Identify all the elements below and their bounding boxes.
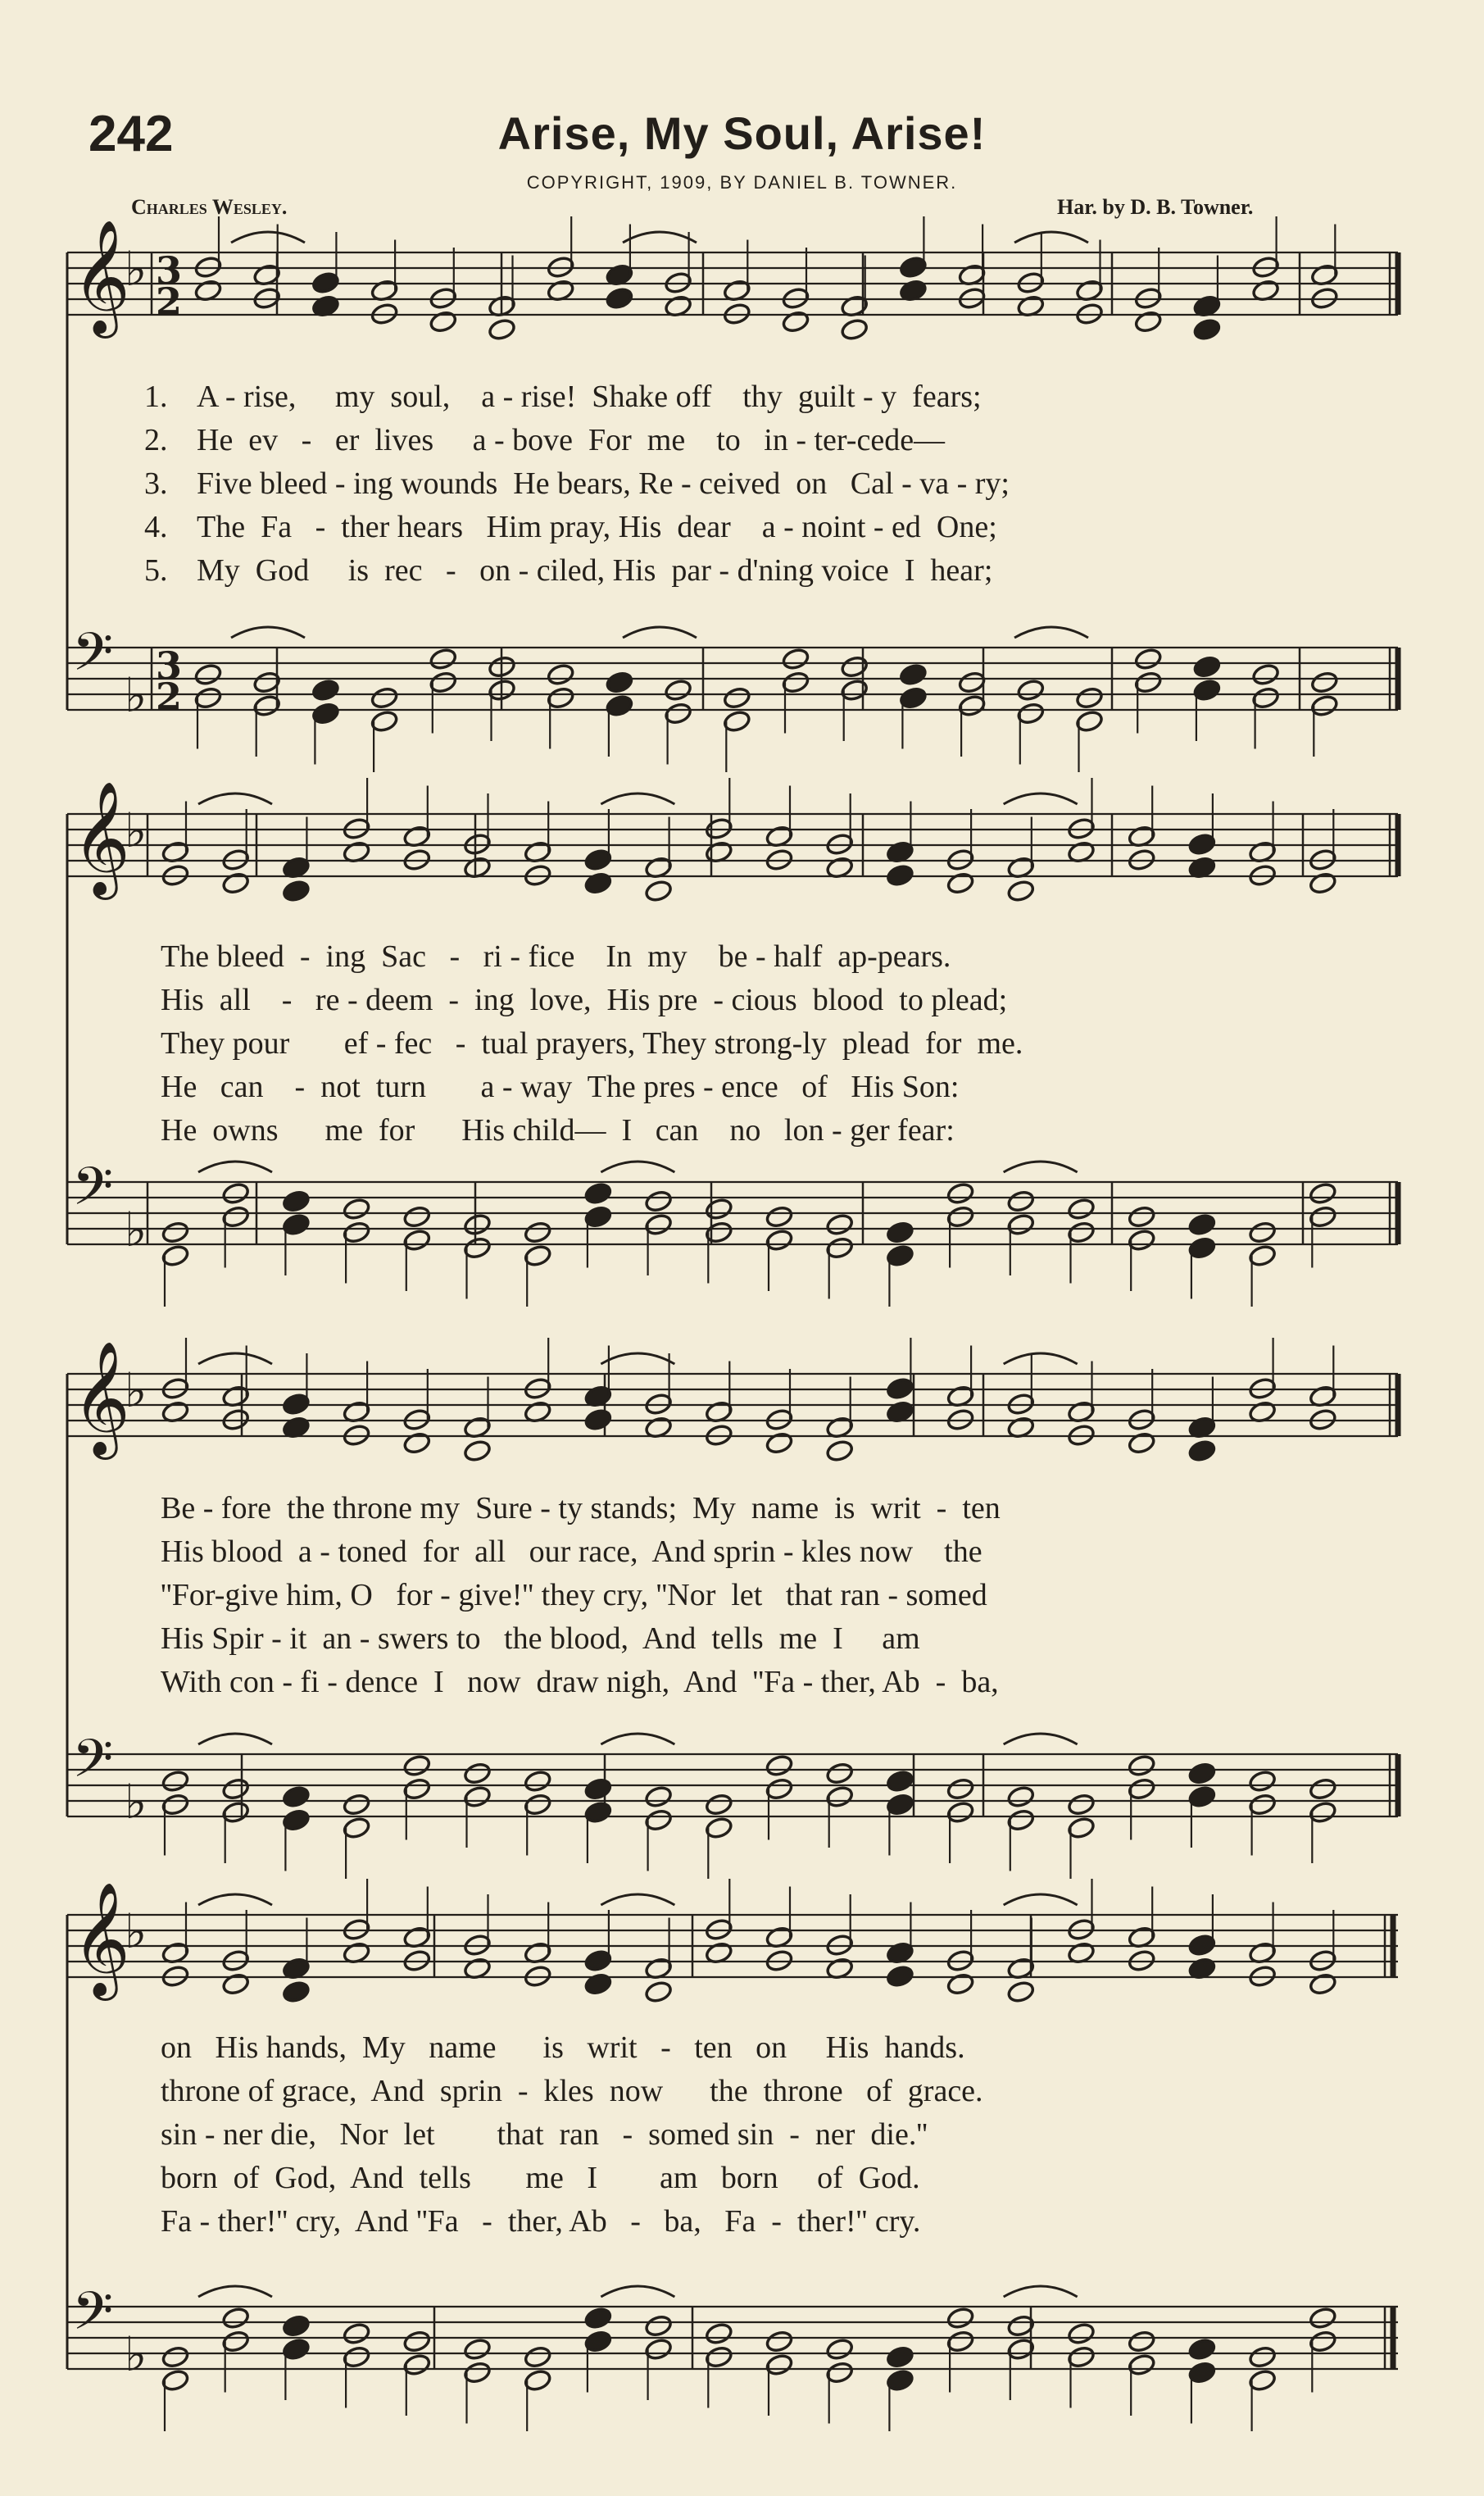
note-head	[1134, 310, 1163, 334]
note-head	[1187, 1762, 1216, 1785]
note-head	[463, 1212, 492, 1236]
copyright-line: COPYRIGHT, 1909, BY DANIEL B. TOWNER.	[526, 172, 958, 193]
note-head	[781, 647, 810, 671]
note-head	[1187, 1212, 1216, 1236]
note-head	[1309, 1777, 1337, 1801]
slur	[1004, 1162, 1078, 1172]
lyric-line: He can - not turn a - way The pres - ence of His Son:	[161, 1070, 960, 1104]
note-head	[1067, 1197, 1096, 1221]
bass-clef-icon: 𝄢	[72, 1729, 114, 1803]
note-head	[946, 2306, 975, 2330]
flat-icon: ♭	[125, 2326, 147, 2382]
note-head	[524, 1769, 552, 1793]
flat-icon: ♭	[125, 1774, 147, 1830]
lyric-line: sin - ner die, Nor let that ran - somed sin - ner die.''	[161, 2117, 928, 2152]
note-head	[282, 1980, 311, 2003]
lyric-line: A - rise, my soul, a - rise! Shake off thy guilt - y fears;	[197, 380, 982, 414]
hymn-title: Arise, My Soul, Arise!	[497, 107, 987, 159]
note-head	[1006, 1189, 1035, 1213]
note-head	[221, 2306, 250, 2330]
time-signature-top: 3	[156, 643, 183, 688]
note-head	[583, 2306, 612, 2330]
note-head	[825, 1212, 854, 1236]
note-head	[1187, 1439, 1216, 1462]
note-head	[402, 1753, 431, 1777]
note-head	[605, 671, 633, 694]
note-head	[1128, 1431, 1156, 1455]
lyric-line: born of God, And tells me I am born of God.	[161, 2161, 920, 2195]
slur	[1004, 793, 1078, 804]
treble-clef-icon: 𝄞	[72, 1882, 130, 1996]
lyric-line: The bleed - ing Sac - ri - fice In my be - half ap-pears.	[161, 939, 951, 974]
slur	[601, 1894, 674, 1905]
note-head	[583, 1972, 612, 1996]
note-head	[311, 678, 340, 702]
slur	[601, 2286, 674, 2297]
note-head	[765, 1205, 793, 1229]
lyric-line: With con - fi - dence I now draw nigh, And ''Fa - ther, Ab - ba,	[161, 1665, 999, 1699]
note-head	[899, 662, 928, 686]
note-head	[343, 2321, 371, 2345]
treble-clef-icon: 𝄞	[72, 781, 130, 895]
note-head	[1248, 1221, 1277, 1244]
note-head	[429, 647, 457, 671]
note-head	[402, 2330, 431, 2353]
slur	[198, 2286, 272, 2297]
treble-clef-icon: 𝄞	[72, 1341, 130, 1455]
note-head	[705, 2321, 733, 2345]
flat-icon: ♭	[125, 667, 147, 723]
slur	[231, 232, 305, 243]
note-head	[886, 863, 914, 887]
note-head	[524, 2345, 552, 2369]
note-head	[161, 1221, 189, 1244]
note-head	[1192, 655, 1221, 679]
note-head	[1248, 1769, 1277, 1793]
note-head	[886, 2345, 914, 2369]
note-head	[1128, 1205, 1156, 1229]
slur	[1004, 1353, 1078, 1364]
lyric-line: on His hands, My name is writ - ten on His hands.	[161, 2030, 965, 2065]
note-head	[1310, 671, 1339, 694]
note-head	[705, 1793, 733, 1816]
verse-number: 4.	[144, 510, 168, 544]
flat-icon: ♭	[125, 802, 147, 858]
harmony-credit: Har. by D. B. Towner.	[1057, 195, 1254, 219]
note-head	[765, 1753, 793, 1777]
note-head	[1006, 879, 1035, 902]
author-credit: Charles Wesley.	[131, 195, 288, 219]
hymn-number: 242	[88, 106, 174, 162]
note-head	[644, 1189, 673, 1213]
slur	[198, 1894, 272, 1905]
note-head	[402, 1431, 431, 1455]
note-head	[161, 2345, 189, 2369]
slur	[198, 1734, 272, 1744]
note-head	[1309, 2306, 1337, 2330]
note-head	[1016, 678, 1045, 702]
note-head	[463, 2337, 492, 2361]
note-head	[644, 1980, 673, 2003]
time-signature-bottom: 2	[156, 675, 183, 719]
note-head	[765, 1431, 793, 1455]
treble-clef-icon: 𝄞	[72, 220, 130, 334]
note-head	[946, 1972, 975, 1996]
note-head	[221, 871, 250, 895]
note-head	[664, 678, 692, 702]
note-head	[488, 317, 516, 341]
note-head	[946, 1181, 975, 1205]
note-head	[765, 2330, 793, 2353]
note-head	[958, 671, 987, 694]
note-head	[221, 1181, 250, 1205]
note-head	[282, 1189, 311, 1213]
note-head	[282, 1784, 311, 1808]
note-head	[605, 286, 633, 310]
note-head	[583, 1777, 612, 1801]
note-head	[840, 317, 869, 341]
verse-number: 1.	[144, 380, 168, 414]
lyric-line: throne of grace, And sprin - kles now the throne of grace.	[161, 2074, 983, 2108]
note-head	[193, 662, 222, 686]
note-head	[583, 871, 612, 895]
note-head	[429, 310, 457, 334]
slur	[1004, 1734, 1078, 1744]
slur	[601, 1162, 674, 1172]
note-head	[524, 1221, 552, 1244]
lyric-line: My God is rec - on - ciled, His par - d'ning voice I hear;	[197, 553, 993, 588]
time-signature-bottom: 2	[156, 280, 183, 324]
lyric-line: The Fa - ther hears Him pray, His dear a - noint - ed One;	[197, 510, 997, 544]
slur	[1004, 1894, 1078, 1905]
verse-number: 3.	[144, 466, 168, 501]
note-head	[1006, 1784, 1035, 1808]
lyric-line: His all - re - deem - ing love, His pre - cious blood to plead;	[161, 983, 1008, 1017]
slur	[601, 793, 674, 804]
note-head	[1251, 662, 1280, 686]
lyric-line: His Spir - it an - swers to the blood, And tells me I am	[161, 1621, 920, 1656]
verse-number: 5.	[144, 553, 168, 588]
note-head	[1075, 686, 1104, 710]
note-head	[1309, 1181, 1337, 1205]
note-head	[343, 1793, 371, 1816]
note-head	[402, 1205, 431, 1229]
bass-clef-icon: 𝄢	[72, 1157, 114, 1230]
note-head	[825, 1762, 854, 1785]
slur	[198, 793, 272, 804]
slur	[231, 627, 305, 638]
note-head	[161, 1769, 189, 1793]
lyric-line: Five bleed - ing wounds He bears, Re - ceived on Cal - va - ry;	[197, 466, 1010, 501]
lyric-line: His blood a - toned for all our race, And sprin - kles now the	[161, 1534, 983, 1569]
note-head	[723, 686, 751, 710]
bass-clef-icon: 𝄢	[72, 2281, 114, 2355]
slur	[1004, 2286, 1078, 2297]
flat-icon: ♭	[125, 1202, 147, 1257]
note-head	[282, 2314, 311, 2338]
note-head	[825, 2337, 854, 2361]
lyric-line: Fa - ther!'' cry, And ''Fa - ther, Ab - ba, Fa - ther!'' cry.	[161, 2204, 921, 2239]
slur	[198, 1162, 272, 1172]
flat-icon: ♭	[125, 241, 147, 297]
lyric-line: ''For-give him, O for - give!'' they cry, ''Nor let that ran - somed	[161, 1578, 987, 1612]
slur	[1014, 627, 1088, 638]
flat-icon: ♭	[125, 1362, 147, 1418]
note-head	[221, 1972, 250, 1996]
note-head	[705, 1197, 733, 1221]
note-head	[1006, 1980, 1035, 2003]
note-head	[825, 1439, 854, 1462]
lyric-line: Be - fore the throne my Sure - ty stands; My name is writ - ten	[161, 1491, 1001, 1525]
note-head	[840, 655, 869, 679]
note-head	[583, 1407, 612, 1431]
note-head	[886, 1221, 914, 1244]
note-head	[1067, 2321, 1096, 2345]
verse-number: 2.	[144, 423, 168, 457]
note-head	[1187, 2337, 1216, 2361]
slur	[601, 1734, 674, 1744]
note-head	[1067, 1793, 1096, 1816]
note-head	[547, 662, 575, 686]
note-head	[583, 1181, 612, 1205]
note-head	[463, 1762, 492, 1785]
note-head	[781, 310, 810, 334]
note-head	[463, 1439, 492, 1462]
note-head	[1309, 1972, 1337, 1996]
lyric-line: He ev - er lives a - bove For me to in - ter-cede—	[197, 423, 946, 457]
note-head	[886, 1964, 914, 1988]
slur	[601, 1353, 674, 1364]
time-signature-top: 3	[156, 248, 183, 293]
slur	[198, 1353, 272, 1364]
slur	[1014, 232, 1088, 243]
flat-icon: ♭	[125, 1903, 147, 1959]
note-head	[282, 879, 311, 902]
note-head	[644, 879, 673, 902]
bass-clef-icon: 𝄢	[72, 622, 114, 696]
note-head	[1309, 871, 1337, 895]
note-head	[221, 1777, 250, 1801]
note-head	[946, 871, 975, 895]
note-head	[370, 686, 399, 710]
note-head	[946, 1777, 975, 1801]
lyric-line: They pour ef - fec - tual prayers, They strong-ly plead for me.	[161, 1026, 1023, 1061]
note-head	[644, 2314, 673, 2338]
note-head	[1134, 647, 1163, 671]
note-head	[1248, 2345, 1277, 2369]
note-head	[886, 1769, 914, 1793]
slur	[623, 627, 697, 638]
note-head	[1128, 2330, 1156, 2353]
note-head	[1192, 317, 1221, 341]
note-head	[644, 1784, 673, 1808]
lyric-line: He owns me for His child— I can no lon - ger fear:	[161, 1113, 955, 1148]
note-head	[1128, 1753, 1156, 1777]
slur	[623, 232, 697, 243]
note-head	[343, 1197, 371, 1221]
